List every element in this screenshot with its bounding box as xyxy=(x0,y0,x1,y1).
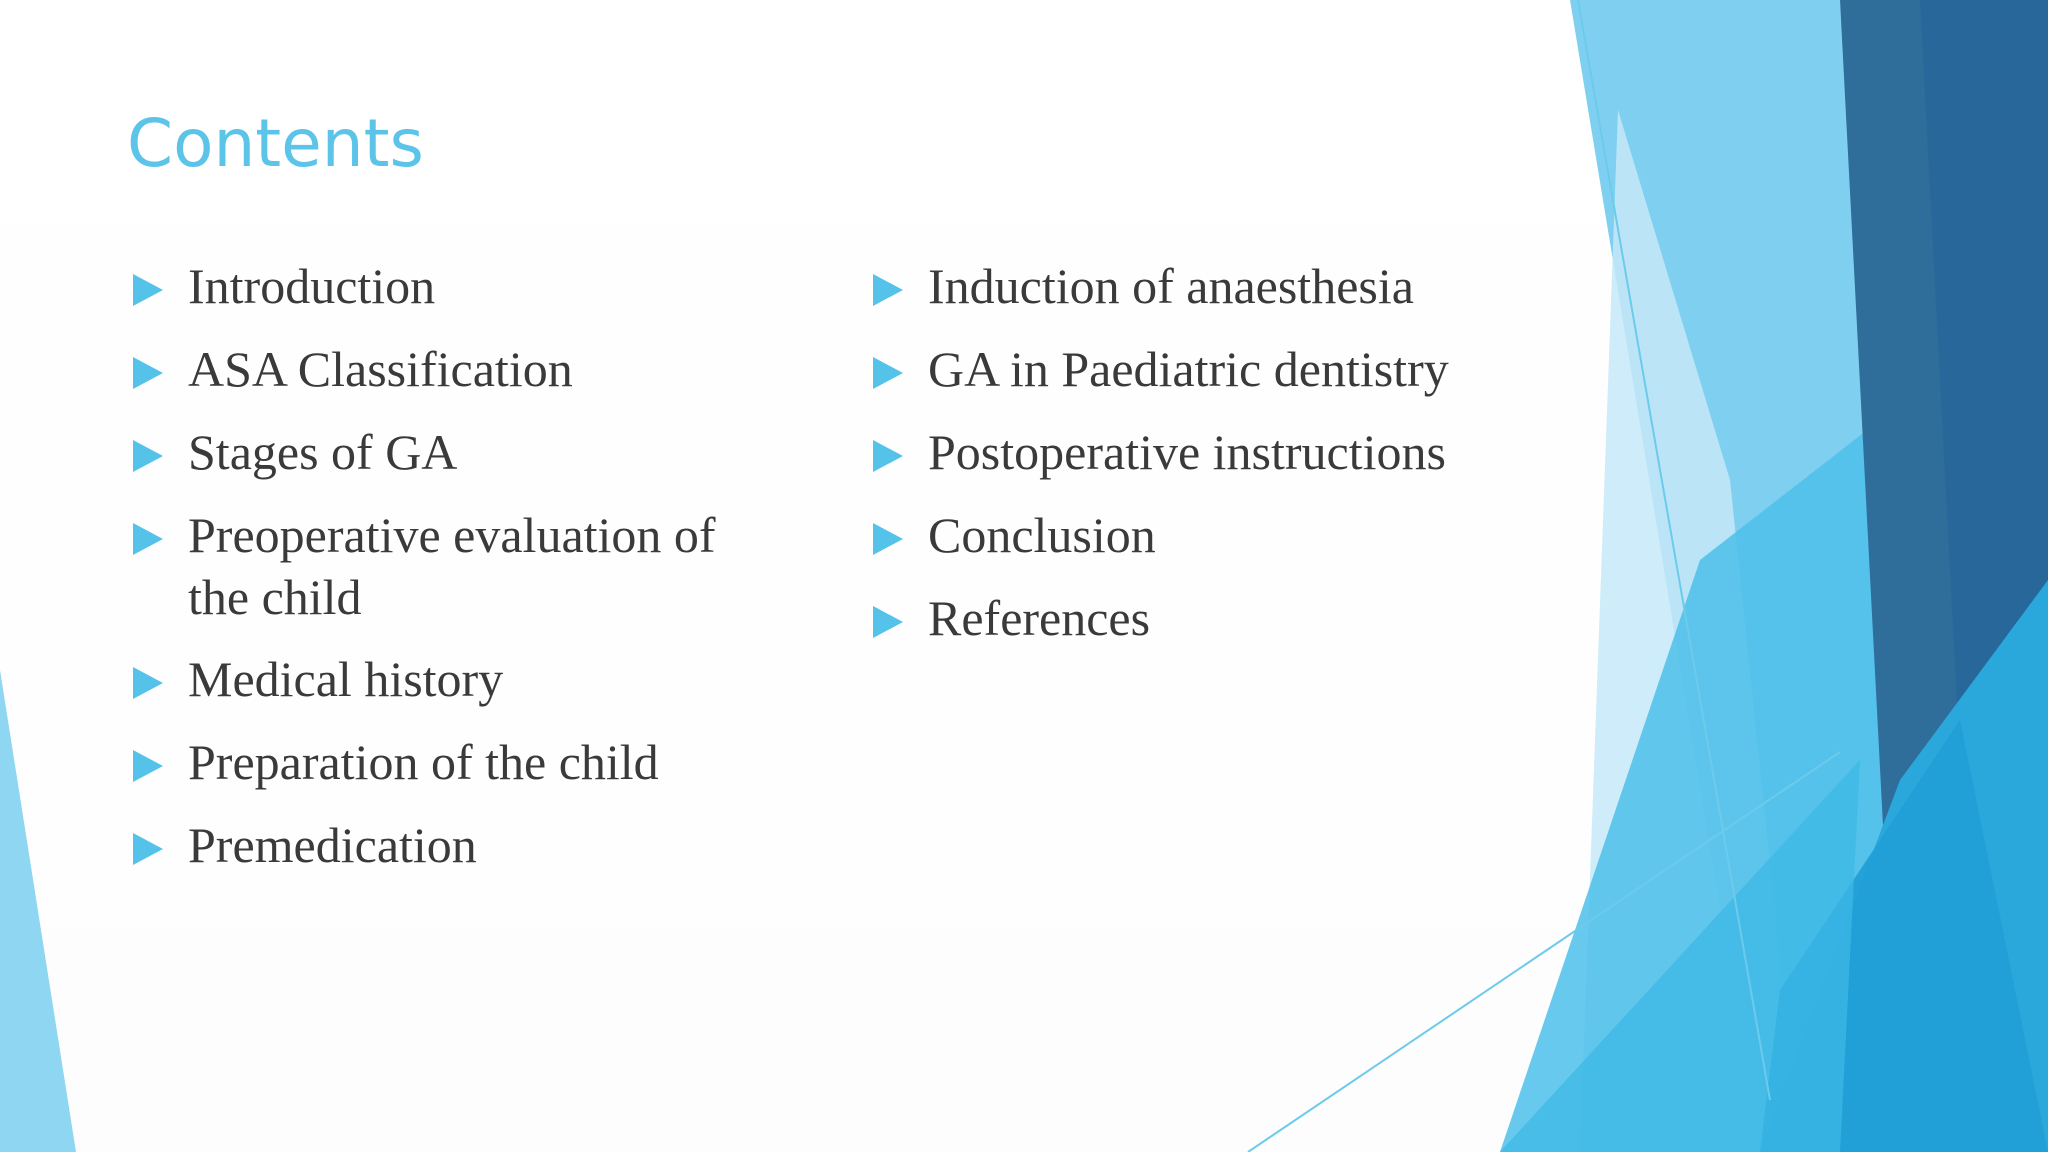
list-item-label: Stages of GA xyxy=(188,424,458,480)
list-item xyxy=(871,255,1591,318)
triangle-right-icon xyxy=(873,357,903,389)
list-item-label: Premedication xyxy=(188,817,477,873)
list-item xyxy=(871,587,1591,650)
list-item xyxy=(131,338,771,401)
triangle-right-icon xyxy=(873,274,903,306)
list-item-label: Preoperative evaluation of the child xyxy=(188,507,716,625)
triangle-right-icon xyxy=(133,274,163,306)
list-item-label: GA in Paediatric dentistry xyxy=(928,341,1449,397)
contents-list-right xyxy=(871,255,1591,670)
triangle-right-icon xyxy=(133,523,163,555)
list-item xyxy=(131,504,771,628)
list-item xyxy=(131,731,771,794)
list-item xyxy=(131,648,771,711)
list-item xyxy=(131,421,771,484)
triangle-right-icon xyxy=(133,440,163,472)
list-item xyxy=(871,421,1591,484)
slide-title: Contents xyxy=(127,105,424,182)
list-item xyxy=(131,814,771,877)
list-item-label: Induction of anaesthesia xyxy=(928,258,1414,314)
list-item-label: Preparation of the child xyxy=(188,734,659,790)
list-item xyxy=(131,255,771,318)
list-item-label: Introduction xyxy=(188,258,436,314)
contents-list-left xyxy=(131,255,771,897)
triangle-right-icon xyxy=(133,750,163,782)
shard-left-edge xyxy=(0,670,76,1152)
triangle-right-icon xyxy=(873,440,903,472)
triangle-right-icon xyxy=(133,357,163,389)
list-item xyxy=(871,504,1591,567)
list-item-label: Medical history xyxy=(188,651,504,707)
triangle-right-icon xyxy=(873,606,903,638)
list-item-label: ASA Classification xyxy=(188,341,573,397)
list-item-label: Conclusion xyxy=(928,507,1156,563)
list-item-label: References xyxy=(928,590,1151,646)
list-item xyxy=(871,338,1591,401)
triangle-right-icon xyxy=(133,833,163,865)
triangle-right-icon xyxy=(133,667,163,699)
list-item-label: Postoperative instructions xyxy=(928,424,1446,480)
triangle-right-icon xyxy=(873,523,903,555)
